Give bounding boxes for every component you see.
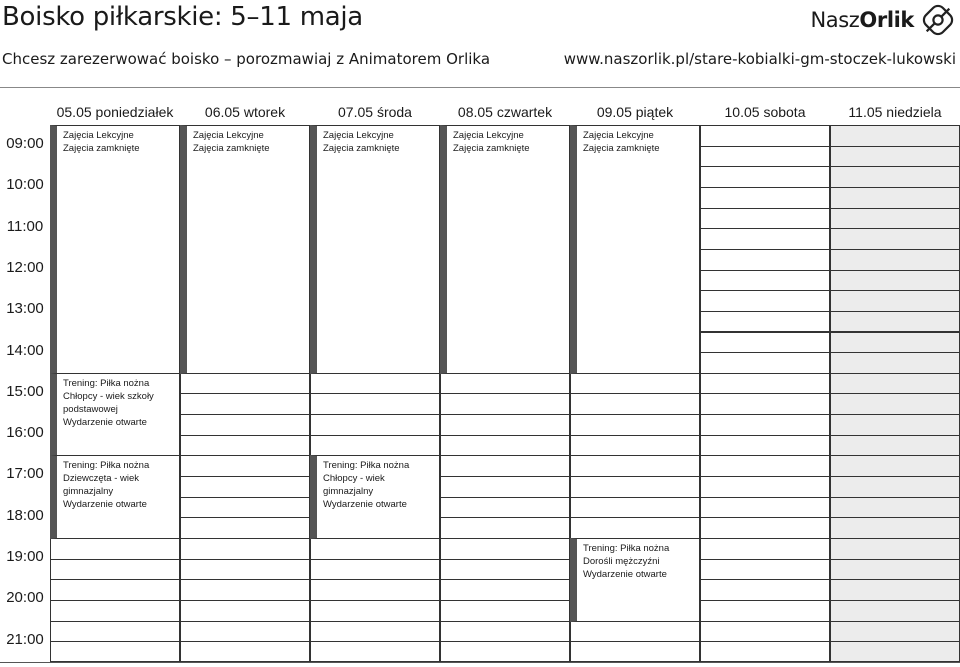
empty-time-slot[interactable] bbox=[830, 352, 960, 374]
empty-time-slot[interactable] bbox=[570, 455, 700, 477]
hour-label: 14:00 bbox=[6, 341, 44, 359]
empty-time-slot[interactable] bbox=[310, 579, 440, 601]
hour-label: 16:00 bbox=[6, 424, 44, 442]
empty-time-slot[interactable] bbox=[440, 455, 570, 477]
event-detail: Zajęcia zamknięte bbox=[193, 143, 270, 154]
hour-label: 12:00 bbox=[6, 258, 44, 276]
empty-time-slot[interactable] bbox=[830, 600, 960, 622]
hour-label: 15:00 bbox=[6, 382, 44, 400]
empty-time-slot[interactable] bbox=[700, 476, 830, 498]
empty-time-slot[interactable] bbox=[570, 476, 700, 498]
empty-time-slot[interactable] bbox=[180, 373, 310, 395]
empty-time-slot[interactable] bbox=[830, 476, 960, 498]
empty-time-slot[interactable] bbox=[830, 621, 960, 643]
event-detail: Wydarzenie otwarte bbox=[63, 416, 147, 428]
hour-column bbox=[0, 125, 50, 662]
day-label: 06.05 wtorek bbox=[204, 104, 286, 120]
hour-label: 20:00 bbox=[6, 589, 44, 607]
empty-time-slot[interactable] bbox=[830, 125, 960, 147]
empty-time-slot[interactable] bbox=[570, 414, 700, 436]
empty-time-slot[interactable] bbox=[700, 600, 830, 622]
empty-time-slot[interactable] bbox=[310, 538, 440, 560]
empty-time-slot[interactable] bbox=[180, 621, 310, 643]
nasz-orlik-logo bbox=[810, 2, 956, 38]
empty-time-slot[interactable] bbox=[50, 600, 180, 622]
empty-time-slot[interactable] bbox=[830, 249, 960, 271]
event-title: Trening: Piłka nożna bbox=[63, 460, 150, 472]
page-title: Boisko piłkarskie: 5–11 maja bbox=[2, 2, 363, 32]
empty-time-slot[interactable] bbox=[700, 435, 830, 457]
empty-time-slot[interactable] bbox=[830, 166, 960, 188]
empty-time-slot[interactable] bbox=[700, 641, 830, 662]
empty-time-slot[interactable] bbox=[700, 187, 830, 209]
empty-time-slot[interactable] bbox=[180, 559, 310, 581]
empty-time-slot[interactable] bbox=[180, 538, 310, 560]
logo-word-regular: Nasz bbox=[810, 8, 860, 32]
empty-time-slot[interactable] bbox=[440, 600, 570, 622]
empty-time-slot[interactable] bbox=[180, 435, 310, 457]
event-detail: Zajęcia zamknięte bbox=[63, 143, 140, 154]
schedule-event[interactable] bbox=[50, 373, 180, 457]
event-detail: Wydarzenie otwarte bbox=[63, 499, 147, 511]
empty-time-slot[interactable] bbox=[830, 332, 960, 354]
empty-time-slot[interactable] bbox=[830, 311, 960, 333]
empty-time-slot[interactable] bbox=[440, 414, 570, 436]
empty-time-slot[interactable] bbox=[700, 270, 830, 292]
event-title: Zajęcia Lekcyjne bbox=[193, 130, 264, 141]
empty-time-slot[interactable] bbox=[830, 393, 960, 415]
empty-time-slot[interactable] bbox=[310, 373, 440, 395]
empty-time-slot[interactable] bbox=[830, 146, 960, 168]
empty-time-slot[interactable] bbox=[700, 166, 830, 188]
hour-label: 13:00 bbox=[6, 300, 44, 318]
empty-time-slot[interactable] bbox=[570, 517, 700, 539]
empty-time-slot[interactable] bbox=[310, 641, 440, 662]
hour-label: 21:00 bbox=[6, 630, 44, 648]
empty-time-slot[interactable] bbox=[50, 559, 180, 581]
logo-wordmark bbox=[810, 8, 914, 32]
schedule-grid bbox=[50, 125, 960, 662]
empty-time-slot[interactable] bbox=[180, 393, 310, 415]
empty-time-slot[interactable] bbox=[440, 393, 570, 415]
subtitle: Chcesz zarezerwować boisko – porozmawiaj z Animatorem Orlika bbox=[2, 50, 491, 68]
empty-time-slot[interactable] bbox=[700, 414, 830, 436]
event-detail: Zajęcia zamknięte bbox=[453, 143, 530, 154]
empty-time-slot[interactable] bbox=[50, 641, 180, 662]
empty-time-slot[interactable] bbox=[700, 373, 830, 395]
empty-time-slot[interactable] bbox=[700, 228, 830, 250]
empty-time-slot[interactable] bbox=[830, 228, 960, 250]
empty-time-slot[interactable] bbox=[700, 579, 830, 601]
bottom-divider bbox=[0, 662, 960, 663]
empty-time-slot[interactable] bbox=[440, 559, 570, 581]
empty-time-slot[interactable] bbox=[50, 579, 180, 601]
empty-time-slot[interactable] bbox=[700, 290, 830, 312]
empty-time-slot[interactable] bbox=[180, 517, 310, 539]
empty-time-slot[interactable] bbox=[440, 641, 570, 662]
empty-time-slot[interactable] bbox=[440, 497, 570, 519]
empty-time-slot[interactable] bbox=[830, 208, 960, 230]
empty-time-slot[interactable] bbox=[830, 579, 960, 601]
schedule-event[interactable] bbox=[570, 538, 700, 622]
website-url[interactable]: www.naszorlik.pl/stare-kobialki-gm-stoczek-lukowski bbox=[563, 50, 956, 68]
empty-time-slot[interactable] bbox=[700, 455, 830, 477]
empty-time-slot[interactable] bbox=[310, 393, 440, 415]
empty-time-slot[interactable] bbox=[830, 455, 960, 477]
empty-time-slot[interactable] bbox=[700, 393, 830, 415]
empty-time-slot[interactable] bbox=[700, 332, 830, 354]
schedule-event[interactable] bbox=[180, 125, 310, 374]
event-detail: Wydarzenie otwarte bbox=[583, 569, 667, 580]
empty-time-slot[interactable] bbox=[310, 414, 440, 436]
empty-time-slot[interactable] bbox=[830, 435, 960, 457]
hour-label: 09:00 bbox=[6, 135, 44, 152]
empty-time-slot[interactable] bbox=[570, 435, 700, 457]
day-label: 09.05 piątek bbox=[596, 104, 674, 120]
empty-time-slot[interactable] bbox=[310, 435, 440, 457]
schedule-event[interactable] bbox=[310, 125, 440, 374]
empty-time-slot[interactable] bbox=[570, 497, 700, 519]
empty-time-slot[interactable] bbox=[310, 621, 440, 643]
empty-time-slot[interactable] bbox=[700, 146, 830, 168]
event-detail: Zajęcia zamknięte bbox=[583, 143, 660, 154]
event-title: Trening: Piłka nożna bbox=[583, 543, 670, 554]
empty-time-slot[interactable] bbox=[830, 538, 960, 560]
empty-time-slot[interactable] bbox=[830, 270, 960, 292]
header-divider bbox=[0, 87, 960, 88]
empty-time-slot[interactable] bbox=[180, 579, 310, 601]
empty-time-slot[interactable] bbox=[830, 373, 960, 395]
empty-time-slot[interactable] bbox=[310, 559, 440, 581]
day-label: 10.05 sobota bbox=[724, 104, 806, 120]
empty-time-slot[interactable] bbox=[180, 455, 310, 477]
empty-time-slot[interactable] bbox=[570, 621, 700, 643]
event-title: Zajęcia Lekcyjne bbox=[453, 130, 524, 141]
empty-time-slot[interactable] bbox=[700, 249, 830, 271]
empty-time-slot[interactable] bbox=[180, 497, 310, 519]
empty-time-slot[interactable] bbox=[50, 621, 180, 643]
logo-word-bold: Orlik bbox=[859, 8, 914, 32]
empty-time-slot[interactable] bbox=[440, 476, 570, 498]
empty-time-slot[interactable] bbox=[180, 414, 310, 436]
empty-time-slot[interactable] bbox=[440, 517, 570, 539]
day-label: 08.05 czwartek bbox=[457, 104, 553, 120]
empty-time-slot[interactable] bbox=[440, 435, 570, 457]
hour-label: 11:00 bbox=[6, 217, 44, 235]
empty-time-slot[interactable] bbox=[50, 538, 180, 560]
day-column bbox=[310, 125, 440, 662]
schedule-event[interactable] bbox=[570, 125, 700, 374]
day-header-row bbox=[50, 98, 960, 126]
day-column bbox=[570, 125, 700, 662]
event-title: Trening: Piłka nożna bbox=[63, 377, 150, 389]
hour-label: 19:00 bbox=[6, 548, 44, 565]
event-detail: Dziewczęta - wiek gimnazjalny bbox=[63, 473, 140, 498]
empty-time-slot[interactable] bbox=[700, 559, 830, 581]
empty-time-slot[interactable] bbox=[830, 290, 960, 312]
schedule-event[interactable] bbox=[310, 455, 440, 539]
hour-label: 18:00 bbox=[6, 506, 44, 524]
hour-label: 10:00 bbox=[6, 176, 44, 194]
empty-time-slot[interactable] bbox=[180, 600, 310, 622]
empty-time-slot[interactable] bbox=[180, 476, 310, 498]
empty-time-slot[interactable] bbox=[830, 187, 960, 209]
event-detail: Wydarzenie otwarte bbox=[323, 499, 407, 511]
empty-time-slot[interactable] bbox=[700, 125, 830, 147]
empty-time-slot[interactable] bbox=[700, 352, 830, 374]
day-column bbox=[700, 125, 830, 662]
event-detail: Zajęcia zamknięte bbox=[323, 143, 400, 154]
empty-time-slot[interactable] bbox=[700, 311, 830, 333]
empty-time-slot[interactable] bbox=[700, 208, 830, 230]
empty-time-slot[interactable] bbox=[440, 579, 570, 601]
day-column bbox=[50, 125, 180, 662]
event-detail: Chłopcy - wiek gimnazjalny bbox=[323, 473, 385, 498]
empty-time-slot[interactable] bbox=[700, 517, 830, 539]
event-title: Trening: Piłka nożna bbox=[323, 460, 410, 472]
empty-time-slot[interactable] bbox=[180, 641, 310, 662]
day-label: 11.05 niedziela bbox=[848, 104, 942, 120]
empty-time-slot[interactable] bbox=[700, 621, 830, 643]
hour-label: 17:00 bbox=[6, 465, 44, 483]
empty-time-slot[interactable] bbox=[570, 373, 700, 395]
empty-time-slot[interactable] bbox=[830, 641, 960, 662]
event-title: Zajęcia Lekcyjne bbox=[323, 130, 394, 141]
empty-time-slot[interactable] bbox=[700, 538, 830, 560]
empty-time-slot[interactable] bbox=[570, 641, 700, 662]
day-column bbox=[440, 125, 570, 662]
event-title: Zajęcia Lekcyjne bbox=[63, 130, 134, 141]
schedule-event[interactable] bbox=[50, 455, 180, 539]
empty-time-slot[interactable] bbox=[570, 393, 700, 415]
day-label: 05.05 poniedziałek bbox=[56, 104, 174, 120]
empty-time-slot[interactable] bbox=[440, 373, 570, 395]
schedule-event[interactable] bbox=[50, 125, 180, 374]
empty-time-slot[interactable] bbox=[700, 497, 830, 519]
event-detail: Chłopcy - wiek szkoły podstawowej bbox=[63, 390, 154, 415]
event-title: Zajęcia Lekcyjne bbox=[583, 130, 654, 141]
empty-time-slot[interactable] bbox=[310, 600, 440, 622]
event-detail: Dorośli mężczyźni bbox=[583, 556, 660, 567]
day-column bbox=[180, 125, 310, 662]
orlik-logo-icon bbox=[920, 2, 956, 38]
empty-time-slot[interactable] bbox=[830, 497, 960, 519]
empty-time-slot[interactable] bbox=[830, 517, 960, 539]
empty-time-slot[interactable] bbox=[830, 414, 960, 436]
day-label: 07.05 środa bbox=[338, 104, 412, 120]
empty-time-slot[interactable] bbox=[440, 621, 570, 643]
schedule-event[interactable] bbox=[440, 125, 570, 374]
empty-time-slot[interactable] bbox=[440, 538, 570, 560]
day-column bbox=[830, 125, 960, 662]
empty-time-slot[interactable] bbox=[830, 559, 960, 581]
